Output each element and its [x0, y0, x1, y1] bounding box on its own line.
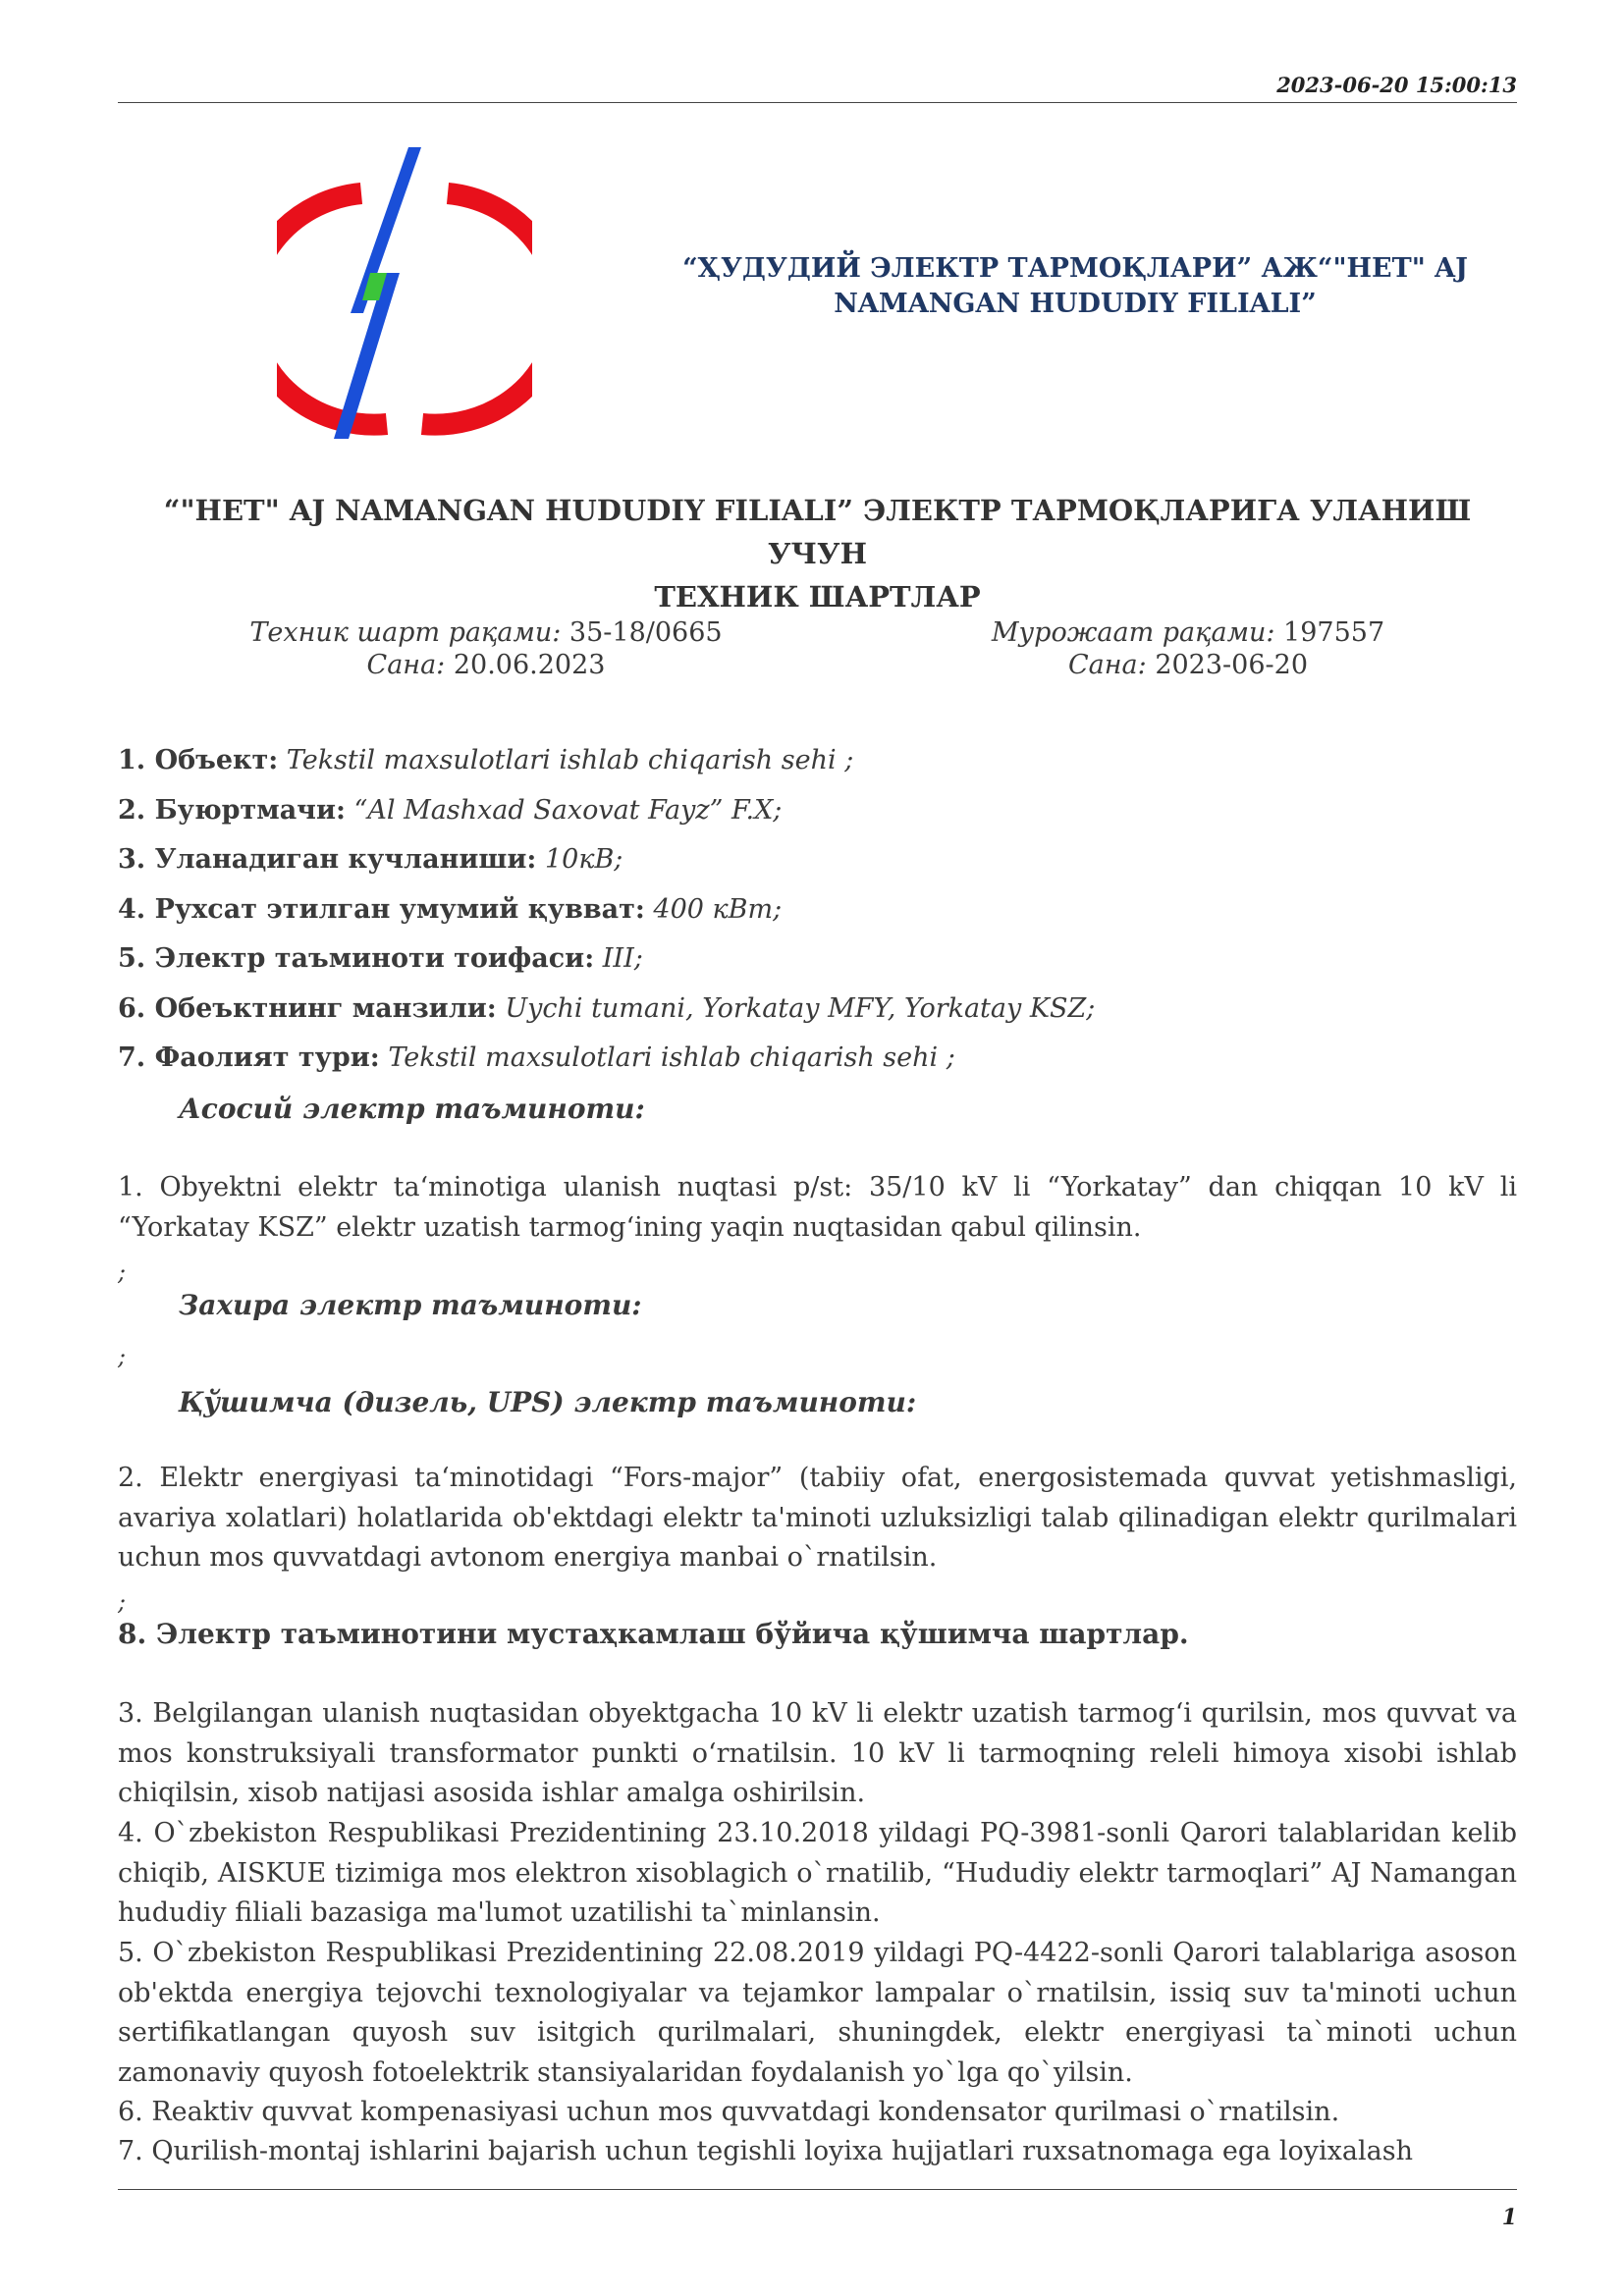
list-item: 4. Рухсат этилган умумий қувват: 400 кВт;: [118, 893, 783, 925]
organization-name: [668, 251, 1483, 322]
main-supply-heading: Асосий электр таъминоти:: [179, 1093, 645, 1125]
paragraph-5: 5. O`zbekiston Respublikasi Prezidentining 22.08.2019 yildagi PQ-4422-sonli Qarori talablariga asoson ob'ektda energiya tejovchi texnologiyalar va tejamkor lampalar o`rnatilsin, issiq suv ta'minoti uchun sertifikatlangan quyosh suv isitgich qurilmalari, shuningdek, elektr energiyasi ta`minoti uchun zamonaviy quyosh fotoelektrik stansiyalaridan foydalanish yo`lga qo`yilsin.: [118, 1938, 1517, 2088]
list-item: 3. Уланадиган кучланиши: 10кВ;: [118, 844, 623, 875]
request-number-label: Мурожаат рақами:: [991, 617, 1275, 648]
header-divider: [118, 102, 1517, 103]
page-number: 1: [1501, 2205, 1517, 2230]
semicolon-2: ;: [118, 1343, 127, 1370]
paragraph-1: 1. Obyektni elektr taʻminotiga ulanish nuqtasi p/st: 35/10 kV li “Yorkatay” dan chiqqan 10 kV li “Yorkatay KSZ” elektr uzatish tarmogʻining yaqin nuqtasidan qabul qilinsin.: [118, 1172, 1517, 1243]
paragraph-2: 2. Elektr energiyasi taʻminotidagi “Fors-major” (tabiiy ofat, energosistemada quvvat yetishmasligi, avariya xolatlari) holatlarida ob'ektdagi elektr ta'minoti uzluksizligi talab qilinadigan elektr qurilmalari uchun mos quvvatdagi avtonom energiya manbai o`rnatilsin.: [118, 1463, 1517, 1573]
list-item: 2. Буюртмачи: “Al Mashxad Saxovat Fayz” F.X;: [118, 794, 783, 826]
list-item: 1. Объект: Tekstil maxsulotlari ishlab chiqarish sehi ;: [118, 745, 854, 775]
request-date-value: 2023-06-20: [1155, 650, 1308, 680]
tech-number-value: 35-18/0665: [568, 617, 723, 648]
list-item: 5. Электр таъминоти тоифаси: III;: [118, 943, 643, 974]
list-item: 7. Фаолият тури: Tekstil maxsulotlari ishlab chiqarish sehi ;: [118, 1042, 955, 1073]
semicolon-3: ;: [118, 1588, 127, 1616]
company-logo-icon: [277, 147, 532, 442]
document-title: [118, 489, 1517, 618]
request-date-label: Сана:: [1068, 650, 1147, 680]
request-number-value: 197557: [1283, 617, 1385, 648]
section-8-heading: 8. Электр таъминотини мустаҳкамлаш бўйича қўшимча шартлар.: [118, 1618, 1189, 1650]
organization-name-line2: NAMANGAN HUDUDIY FILIALI”: [834, 289, 1317, 319]
document-page: [118, 0, 1517, 2296]
request-meta: [893, 616, 1483, 681]
paragraph-7: 7. Qurilish-montaj ishlarini bajarish uchun tegishli loyixa hujjatlari ruxsatnomaga ega loyixalash: [118, 2136, 1413, 2166]
object-details-list: [118, 742, 1517, 1090]
tech-date-value: 20.06.2023: [453, 650, 606, 680]
header-timestamp: 2023-06-20 15:00:13: [1276, 73, 1517, 97]
document-title-line1: “"НЕТ" AJ NAMANGAN HUDUDIY FILIALI” ЭЛЕКТР ТАРМОҚЛАРИГА УЛАНИШ УЧУН: [163, 494, 1472, 570]
tech-number-label: Техник шарт рақами:: [249, 617, 562, 648]
list-item: 6. Обеъктнинг манзили: Uychi tumani, Yorkatay MFY, Yorkatay KSZ;: [118, 992, 1096, 1024]
footer-divider: [118, 2189, 1517, 2190]
organization-name-line1: “ҲУДУДИЙ ЭЛЕКТР ТАРМОҚЛАРИ” АЖ“"НЕТ" AJ: [682, 253, 1468, 284]
semicolon-1: ;: [118, 1258, 127, 1286]
tech-date-label: Сана:: [366, 650, 446, 680]
paragraph-6: 6. Reaktiv quvvat kompenasiyasi uchun mos quvvatdagi kondensator qurilmasi o`rnatilsin.: [118, 2097, 1340, 2127]
tech-condition-meta: [191, 616, 781, 681]
reserve-supply-heading: Захира электр таъминоти:: [179, 1289, 642, 1321]
paragraph-3: 3. Belgilangan ulanish nuqtasidan obyektgacha 10 kV li elektr uzatish tarmogʻi qurilsin, mos quvvat va mos konstruksiyali transformator punkti oʻrnatilsin. 10 kV li tarmoqning releli himoya xisobi ishlab chiqilsin, xisob natijasi asosida ishlar amalga oshirilsin.: [118, 1698, 1517, 1808]
document-title-line2: ТЕХНИК ШАРТЛАР: [654, 580, 981, 614]
paragraph-4: 4. O`zbekiston Respublikasi Prezidentining 23.10.2018 yildagi PQ-3981-sonli Qarori talablaridan kelib chiqib, AISKUE tizimiga mos elektron xisoblagich o`rnatilib, “Hududiy elektr tarmoqlari” AJ Namangan hududiy filiali bazasiga ma'lumot uzatilishi ta`minlansin.: [118, 1818, 1517, 1928]
extra-supply-heading: Қўшимча (дизель, UPS) электр таъминоти:: [179, 1386, 917, 1418]
